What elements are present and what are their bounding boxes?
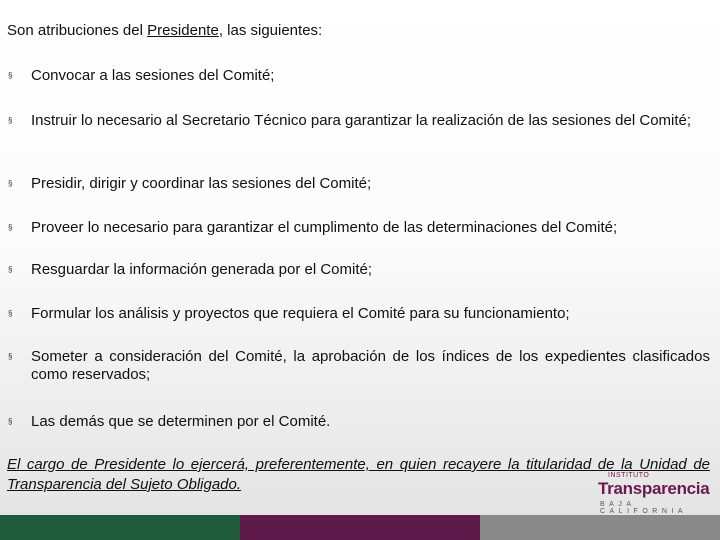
list-item-text: Las demás que se determinen por el Comité. bbox=[31, 413, 331, 430]
list-item bbox=[8, 175, 710, 193]
intro-suffix: , las siguientes: bbox=[218, 22, 323, 39]
bullet-marker-icon: § bbox=[8, 179, 13, 188]
intro-prefix: Son atribuciones del bbox=[7, 22, 148, 39]
list-item-text: Proveer lo necesario para garantizar el cumplimento de las determinaciones del Comité; bbox=[31, 219, 618, 236]
logo-top-text: INSTITUTO bbox=[608, 472, 650, 479]
list-item bbox=[8, 413, 710, 431]
bullet-marker-icon: § bbox=[8, 417, 13, 426]
list-item-text: Someter a consideración del Comité, la aprobación de los índices de los expedientes clasificados como reservados; bbox=[31, 348, 710, 383]
bullet-marker-icon: § bbox=[8, 352, 13, 361]
list-item-text: Formular los análisis y proyectos que requiera el Comité para su funcionamiento; bbox=[31, 305, 570, 322]
bullet-marker-icon: § bbox=[8, 223, 13, 232]
list-item bbox=[8, 112, 710, 130]
list-item bbox=[8, 67, 710, 85]
bar-segment-green bbox=[0, 515, 240, 540]
list-item bbox=[8, 348, 710, 384]
bottom-color-bar bbox=[0, 515, 720, 540]
list-item-text: Presidir, dirigir y coordinar las sesiones del Comité; bbox=[31, 175, 372, 192]
transparencia-logo bbox=[598, 472, 710, 515]
intro-highlight: Presidente bbox=[147, 22, 219, 39]
bullet-marker-icon: § bbox=[8, 116, 13, 125]
footer-note: El cargo de Presidente lo ejercerá, preferentemente, en quien recayere la titularidad de la Unidad de Transparencia del Sujeto Obligado. bbox=[7, 456, 710, 493]
logo-sub-text: BAJA CALIFORNIA bbox=[600, 501, 688, 515]
list-item bbox=[8, 219, 710, 237]
bar-segment-purple bbox=[240, 515, 480, 540]
list-item-text: Convocar a las sesiones del Comité; bbox=[31, 67, 275, 84]
logo-main-text: Transparencia bbox=[598, 479, 710, 498]
bullet-marker-icon: § bbox=[8, 71, 13, 80]
list-item-text: Instruir lo necesario al Secretario Técnico para garantizar la realización de las sesiones del Comité; bbox=[31, 112, 692, 129]
list-item bbox=[8, 261, 710, 279]
bar-segment-gray bbox=[480, 515, 720, 540]
list-item bbox=[8, 305, 710, 323]
list-item-text: Resguardar la información generada por el Comité; bbox=[31, 261, 373, 278]
bullet-marker-icon: § bbox=[8, 265, 13, 274]
bullet-marker-icon: § bbox=[8, 309, 13, 318]
